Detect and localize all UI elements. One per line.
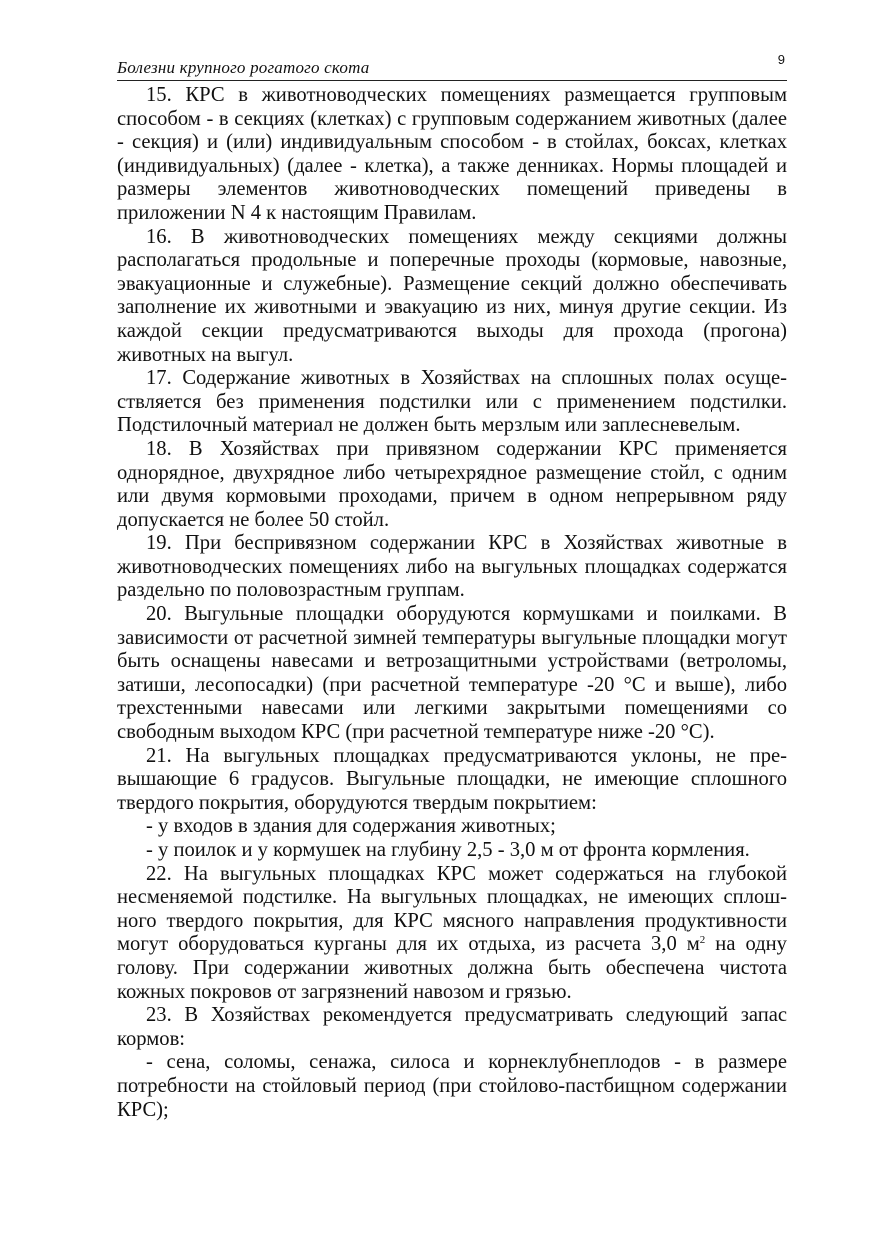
running-title: Болезни крупного рогатого скота [117,58,370,77]
body-text [117,84,787,1122]
paragraph-19: 19. При беспривязном содержании КРС в Хозяйствах животные в животноводческих помещениях либо на выгульных площадках содержатся раздельно по половозрастным группам. [117,532,787,602]
paragraph-16: 16. В животноводческих помещениях между секциями должны располагаться продольные и поперечные проходы (кормовые, навозные, эвакуационные и служебные). Размещение секций должно обеспечивать заполнение их животными и эвакуацию из них, минуя другие секции. Из каждой секции предусматриваются выходы для прохода (прогона) животных на выгул. [117,225,787,366]
list-item-entrances: - у входов в здания для содержания животных; [146,815,556,838]
paragraph-17: 17. Содержание животных в Хозяйствах на сплошных полах осуществляется без применения подстилки или с применением подстилки. Подстилочный материал не должен быть мерзлым или заплесневелым. [117,367,787,437]
paragraph-22-text: 22. На выгульных площадках КРС может содержаться на глубокой несменяемой подстилке. На выгульных площадках, не имеющих сплошного твердого покрытия, для КРС мясного направления продуктивности могут оборудоваться курганы для их отдыха, из расчета 3,0 м [117,862,787,956]
paragraph-22 [117,863,787,1005]
paragraph-21: 21. На выгульных площадках предусматриваются уклоны, не превышающие 6 градусов. Выгульные площадки, не имеющие сплошного твердого покрытия, оборудуются твердым покрытием: [117,744,787,814]
list-item-feed-stock: - сена, соломы, сенажа, силоса и корнеклубнеплодов - в размере потребности на стойловый период (при стойлово-пастбищном содержании КРС); [117,1051,787,1121]
paragraph-15: 15. КРС в животноводческих помещениях размещается групповым способом - в секциях (клетках) с групповым содержанием животных (далее - секция) и (или) индивидуальным способом - в стойлах, боксах, клетках (индивидуальных) (далее - клетка), а также денниках. Нормы площадей и размеры элементов животноводческих помещений приведены в приложении N 4 к настоящим Правилам. [117,84,787,224]
superscript-2: 2 [699,934,706,947]
list-item-feeders: - у поилок и у кормушек на глубину 2,5 - 3,0 м от фронта кормления. [146,839,750,861]
page-header [117,52,787,81]
paragraph-18: 18. В Хозяйствах при привязном содержании КРС применяется однорядное, двухрядное либо четырехрядное размещение стойл, с одним или двумя кормовыми проходами, причем в одном непрерывном ряду допускается не более 50 стойл. [117,437,787,531]
paragraph-23: 23. В Хозяйствах рекомендуется предусматривать следующий запас кормов: [117,1004,787,1050]
paragraph-20: 20. Выгульные площадки оборудуются кормушками и поилками. В зависимости от расчетной зимней температуры выгульные площадки могут быть оснащены навесами и ветрозащитными устройствами (ветроломы, затиши, лесопосадки) (при расчетной температуре -20 °С и выше), либо трехстенными навесами или легкими закрытыми помещениями со свободным выходом КРС (при расчетной температуре ниже -20 °С). [117,603,787,744]
paragraph-22-tail: на одну голову. При содержании животных должна быть обеспечена чистота кожных покровов от загрязнений навозом и грязью. [117,933,787,1003]
page-number: 9 [777,52,785,67]
